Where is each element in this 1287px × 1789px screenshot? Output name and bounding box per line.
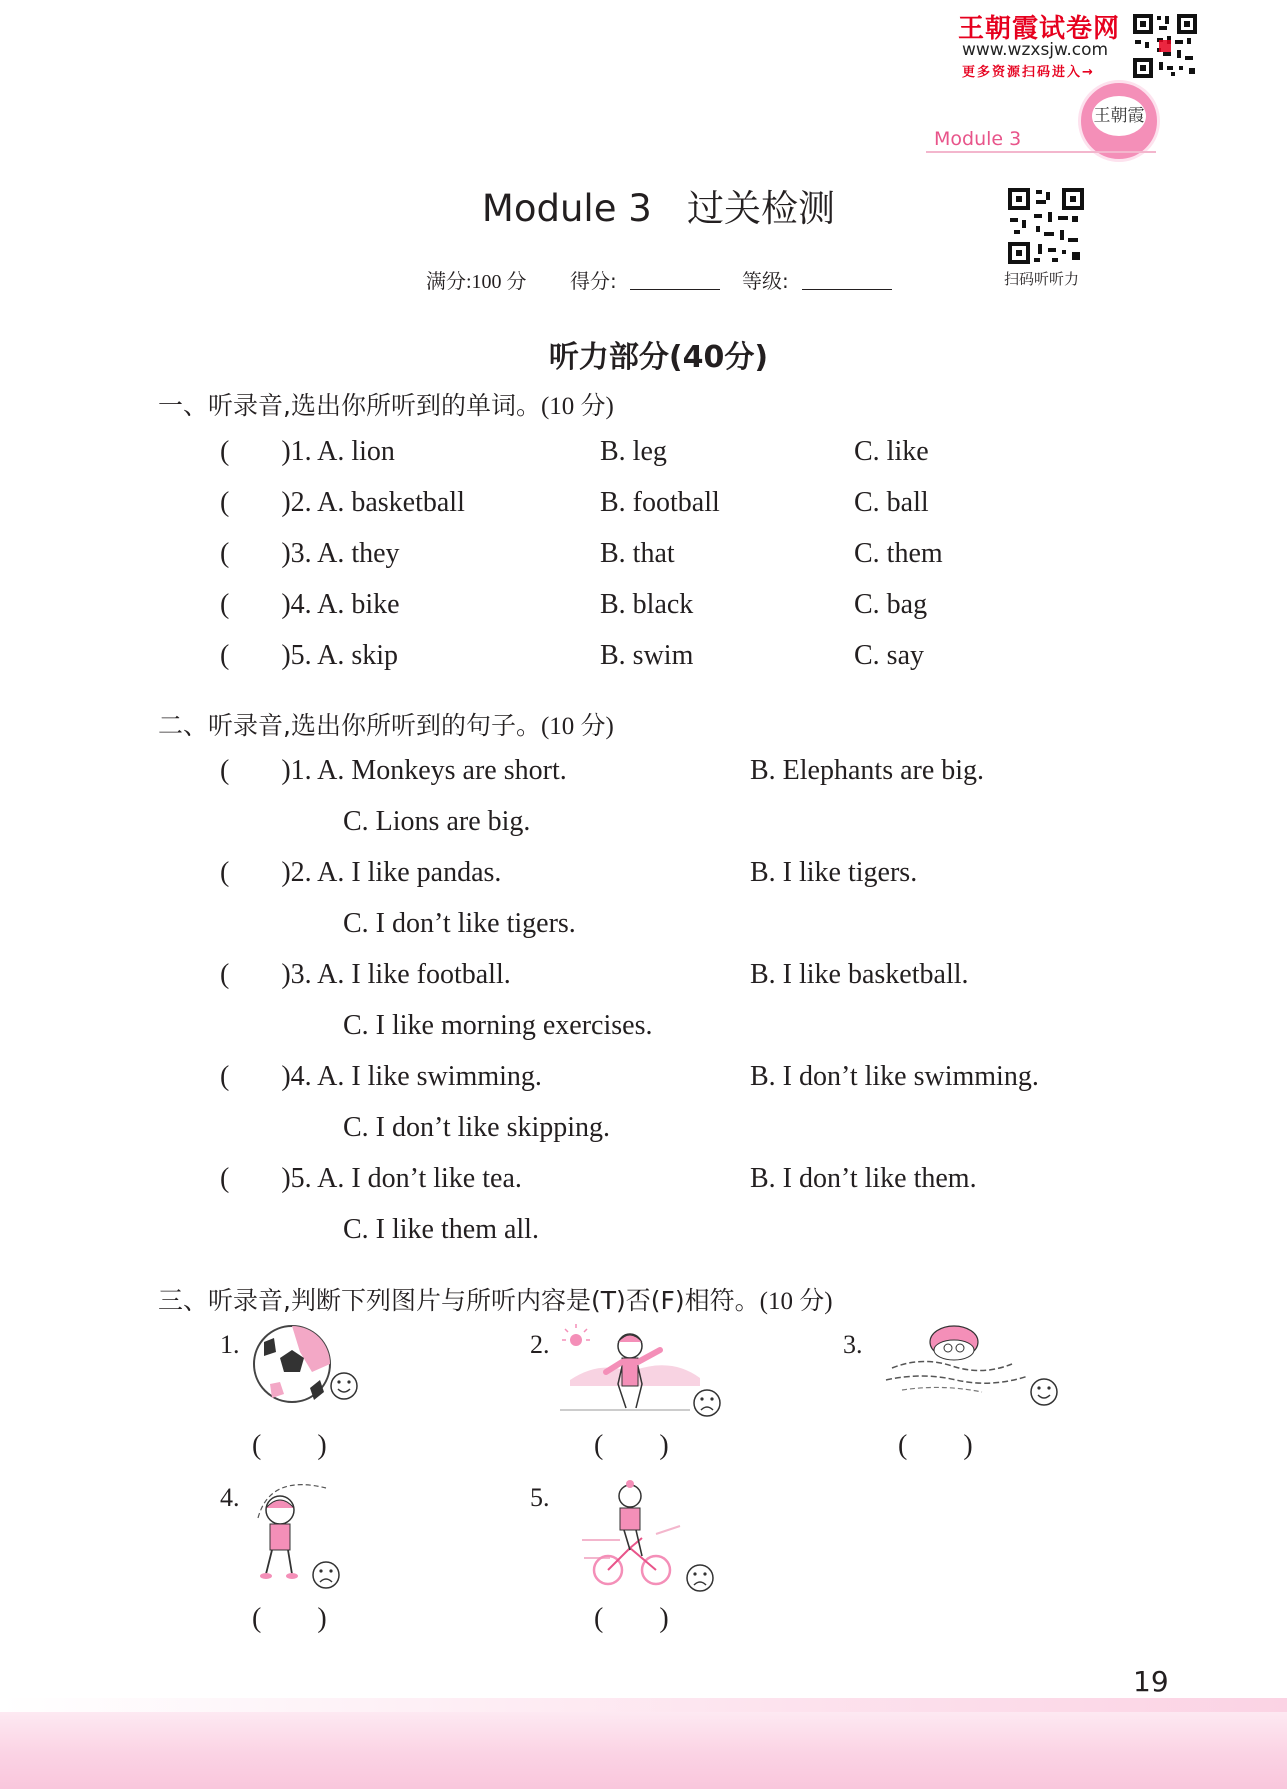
- brand-name: 王朝霞试卷网: [958, 14, 1121, 44]
- score-blank[interactable]: [630, 289, 720, 290]
- picture-4-number: 4.: [220, 1483, 240, 1512]
- qr-caption: 扫码听听力: [1004, 270, 1080, 288]
- part2-title: [158, 706, 614, 742]
- sad-face-icon: [687, 1565, 713, 1591]
- part2-title-text: 二、听录音,选出你所听到的句子。: [158, 711, 541, 740]
- part2-option-c: C. I like them all.: [343, 1214, 539, 1245]
- answer-blank-3[interactable]: ( ): [898, 1430, 973, 1461]
- picture-3-number: 3.: [843, 1330, 863, 1359]
- part1-item-4[interactable]: ( )4. A. bike: [220, 589, 400, 620]
- part1-item-5[interactable]: ( )5. A. skip: [220, 640, 399, 671]
- part1-points: (10 分): [540, 393, 614, 420]
- part1-option-b: B. black: [600, 589, 694, 620]
- part2-option-b: B. Elephants are big.: [750, 755, 985, 786]
- smile-face-icon: [1031, 1379, 1057, 1405]
- part1-option-c: C. bag: [854, 589, 928, 620]
- answer-blank-2[interactable]: ( ): [594, 1430, 669, 1461]
- grade-blank[interactable]: [802, 289, 892, 290]
- part2-item-2[interactable]: ( )2. A. I like pandas.: [220, 857, 502, 888]
- part2-option-b: B. I don’t like them.: [750, 1163, 977, 1194]
- part2-item-1[interactable]: ( )1. A. Monkeys are short.: [220, 755, 567, 786]
- brand-subtitle: 更多资源扫码进入→: [962, 65, 1095, 80]
- part3-title-text: 三、听录音,判断下列图片与所听内容是(T)否(F)相符。: [158, 1286, 760, 1315]
- part2-item-4[interactable]: ( )4. A. I like swimming.: [220, 1061, 542, 1092]
- part1-option-c: C. ball: [854, 487, 929, 518]
- page-title: Module 3 过关检测: [481, 187, 836, 230]
- part1-option-b: B. football: [600, 487, 720, 518]
- football-picture: [250, 1322, 365, 1407]
- part1-option-b: B. that: [600, 538, 675, 569]
- answer-blank-1[interactable]: ( ): [252, 1430, 327, 1461]
- swimming-picture: [872, 1320, 1062, 1415]
- cycling-picture: [580, 1478, 715, 1593]
- picture-1-number: 1.: [220, 1330, 240, 1359]
- grade-label: 等级:: [742, 269, 789, 293]
- part1-option-c: C. say: [854, 640, 924, 671]
- part2-option-c: C. I don’t like skipping.: [343, 1112, 611, 1143]
- seal-text: 王朝霞: [1092, 96, 1146, 136]
- part2-option-c: C. Lions are big.: [343, 806, 531, 837]
- part1-item-2[interactable]: ( )2. A. basketball: [220, 487, 465, 518]
- part3-points: (10 分): [759, 1288, 833, 1315]
- part2-option-b: B. I like tigers.: [750, 857, 918, 888]
- part1-option-c: C. them: [854, 538, 943, 569]
- part2-item-3[interactable]: ( )3. A. I like football.: [220, 959, 511, 990]
- part2-points: (10 分): [540, 713, 614, 740]
- section-heading: 听力部分(40分): [548, 340, 769, 375]
- part2-option-b: B. I like basketball.: [750, 959, 969, 990]
- page-number: 19: [1133, 1665, 1169, 1698]
- picture-5-number: 5.: [530, 1483, 550, 1512]
- footer-band: [0, 1712, 1287, 1789]
- part1-item-3[interactable]: ( )3. A. they: [220, 538, 400, 569]
- smile-face-icon: [331, 1373, 357, 1399]
- part2-item-5[interactable]: ( )5. A. I don’t like tea.: [220, 1163, 522, 1194]
- score-label: 得分:: [570, 269, 617, 293]
- sad-face-icon: [694, 1390, 720, 1416]
- morning-exercises-picture: [560, 1320, 730, 1425]
- sad-face-icon: [313, 1562, 339, 1588]
- brand-url[interactable]: www.wzxsjw.com: [962, 40, 1109, 60]
- part1-option-b: B. swim: [600, 640, 694, 671]
- answer-blank-4[interactable]: ( ): [252, 1603, 327, 1634]
- part2-option-c: C. I like morning exercises.: [343, 1010, 653, 1041]
- part3-title: [158, 1281, 833, 1317]
- brand-seal-logo: [1078, 80, 1160, 162]
- part1-option-b: B. leg: [600, 436, 667, 467]
- part1-title-text: 一、听录音,选出你所听到的单词。: [158, 391, 541, 420]
- qr-code-icon[interactable]: [1131, 12, 1199, 80]
- part2-option-b: B. I don’t like swimming.: [750, 1061, 1039, 1092]
- answer-blank-5[interactable]: ( ): [594, 1603, 669, 1634]
- module-tag-underline: [926, 151, 1156, 153]
- skipping-picture: [250, 1478, 350, 1593]
- part1-title: [158, 386, 614, 422]
- full-score: 满分:100 分: [426, 271, 527, 293]
- part2-option-c: C. I don’t like tigers.: [343, 908, 576, 939]
- module-tag: Module 3: [934, 128, 1022, 150]
- picture-2-number: 2.: [530, 1330, 550, 1359]
- part1-item-1[interactable]: ( )1. A. lion: [220, 436, 395, 467]
- part1-option-c: C. like: [854, 436, 929, 467]
